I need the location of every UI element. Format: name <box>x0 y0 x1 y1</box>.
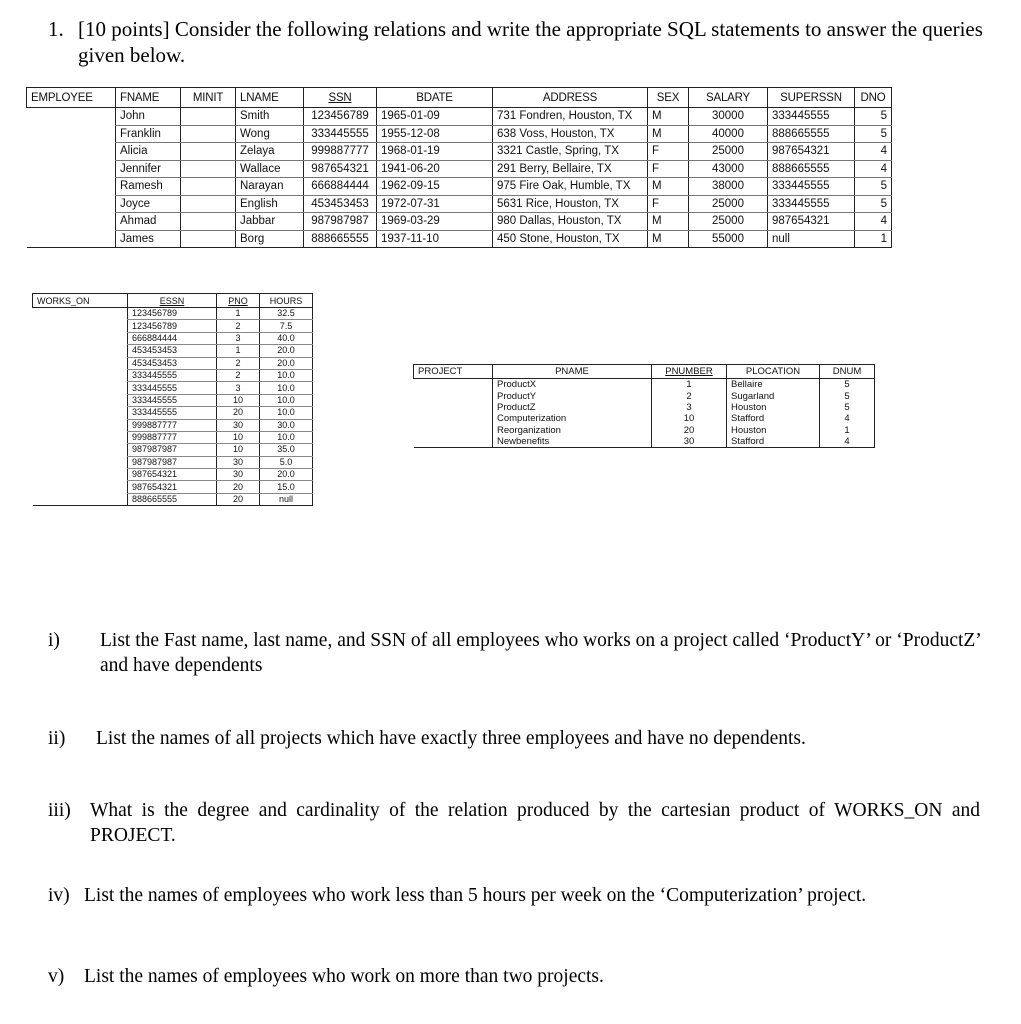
project-cell-pnumber: 30 <box>652 436 727 448</box>
employee-cell-superssn: 333445555 <box>768 178 855 196</box>
works-on-cell-pno: 20 <box>217 407 260 419</box>
project-cell-pnumber: 3 <box>652 402 727 413</box>
works-on-cell-pno: 10 <box>217 394 260 406</box>
employee-row <box>27 108 892 126</box>
works-on-cell-hours: 30.0 <box>260 419 313 431</box>
query-text: What is the degree and cardinality of the relation produced by the cartesian product of WORKS_ON and PROJECT. <box>90 800 980 846</box>
query-item <box>48 964 993 989</box>
employee-row <box>27 125 892 143</box>
employee-row-spacer <box>27 108 116 126</box>
employee-cell-address: 980 Dallas, Houston, TX <box>493 213 648 231</box>
employee-row <box>27 213 892 231</box>
employee-row-spacer <box>27 230 116 248</box>
works-on-row-spacer <box>33 382 128 394</box>
project-cell-pname: Computerization <box>493 413 652 424</box>
employee-cell-minit <box>181 213 236 231</box>
works-on-cell-pno: 30 <box>217 456 260 468</box>
works-on-col-pno: PNO <box>217 294 260 308</box>
project-row-spacer <box>414 413 493 424</box>
employee-col-fname: FNAME <box>116 88 181 108</box>
employee-cell-minit <box>181 108 236 126</box>
project-cell-plocation: Bellaire <box>727 379 820 391</box>
employee-cell-minit <box>181 160 236 178</box>
works-on-row <box>33 394 313 406</box>
works-on-cell-hours: 10.0 <box>260 382 313 394</box>
employee-row-spacer <box>27 143 116 161</box>
employee-cell-sex: M <box>648 178 689 196</box>
works-on-row-spacer <box>33 345 128 357</box>
project-col-pname: PNAME <box>493 365 652 379</box>
works-on-cell-hours: 7.5 <box>260 320 313 332</box>
employee-cell-fname: John <box>116 108 181 126</box>
employee-cell-superssn: 333445555 <box>768 195 855 213</box>
employee-cell-dno: 5 <box>855 195 892 213</box>
employee-cell-lname: Wallace <box>236 160 304 178</box>
employee-row-spacer <box>27 213 116 231</box>
employee-cell-ssn: 453453453 <box>304 195 377 213</box>
works-on-row <box>33 419 313 431</box>
query-label: v) <box>48 966 65 987</box>
works-on-cell-essn: 987987987 <box>128 456 217 468</box>
employee-cell-address: 731 Fondren, Houston, TX <box>493 108 648 126</box>
employee-cell-ssn: 666884444 <box>304 178 377 196</box>
works-on-row-spacer <box>33 308 128 320</box>
employee-cell-minit <box>181 143 236 161</box>
works-on-cell-pno: 2 <box>217 357 260 369</box>
works-on-body <box>33 308 313 506</box>
employee-cell-ssn: 888665555 <box>304 230 377 248</box>
works-on-row-spacer <box>33 332 128 344</box>
employee-cell-sex: F <box>648 195 689 213</box>
project-cell-plocation: Houston <box>727 402 820 413</box>
employee-cell-lname: Smith <box>236 108 304 126</box>
works-on-cell-pno: 20 <box>217 481 260 493</box>
works-on-row-spacer <box>33 419 128 431</box>
query-label: ii) <box>48 728 66 749</box>
employee-cell-fname: Franklin <box>116 125 181 143</box>
works-on-cell-pno: 3 <box>217 332 260 344</box>
works-on-row-spacer <box>33 320 128 332</box>
employee-cell-fname: Joyce <box>116 195 181 213</box>
employee-col-address: ADDRESS <box>493 88 648 108</box>
employee-cell-fname: Jennifer <box>116 160 181 178</box>
employee-row <box>27 143 892 161</box>
works-on-row-spacer <box>33 407 128 419</box>
project-cell-dnum: 5 <box>820 390 875 401</box>
employee-cell-fname: James <box>116 230 181 248</box>
project-cell-pnumber: 10 <box>652 413 727 424</box>
project-table <box>413 364 875 448</box>
employee-cell-dno: 4 <box>855 143 892 161</box>
employee-cell-salary: 40000 <box>689 125 768 143</box>
employee-cell-dno: 4 <box>855 160 892 178</box>
works-on-relation-name: WORKS_ON <box>33 294 128 308</box>
employee-cell-salary: 25000 <box>689 195 768 213</box>
employee-cell-sex: M <box>648 213 689 231</box>
employee-cell-bdate: 1972-07-31 <box>377 195 493 213</box>
question-header <box>48 16 988 68</box>
project-col-pnumber: PNUMBER <box>652 365 727 379</box>
employee-cell-superssn: 888665555 <box>768 160 855 178</box>
works-on-cell-hours: 20.0 <box>260 469 313 481</box>
works-on-cell-essn: 333445555 <box>128 394 217 406</box>
employee-cell-sex: F <box>648 143 689 161</box>
employee-col-salary: SALARY <box>689 88 768 108</box>
query-item <box>48 883 993 908</box>
query-label: iii) <box>48 800 71 821</box>
employee-cell-salary: 25000 <box>689 143 768 161</box>
works-on-row <box>33 431 313 443</box>
project-row-spacer <box>414 379 493 391</box>
employee-cell-superssn: 987654321 <box>768 143 855 161</box>
project-cell-dnum: 4 <box>820 413 875 424</box>
employee-cell-minit <box>181 195 236 213</box>
employee-cell-ssn: 987654321 <box>304 160 377 178</box>
project-row <box>414 402 875 413</box>
query-text: List the Fast name, last name, and SSN of all employees who works on a project called ‘ProductY’ or ‘ProductZ’ and have dependents <box>100 630 981 676</box>
project-row-spacer <box>414 390 493 401</box>
query-item <box>48 798 980 848</box>
works-on-row-spacer <box>33 456 128 468</box>
employee-cell-ssn: 999887777 <box>304 143 377 161</box>
project-row <box>414 379 875 391</box>
project-cell-pname: Reorganization <box>493 425 652 436</box>
works-on-cell-hours: 35.0 <box>260 444 313 456</box>
employee-cell-address: 450 Stone, Houston, TX <box>493 230 648 248</box>
employee-cell-minit <box>181 125 236 143</box>
query-label: i) <box>48 630 60 651</box>
works-on-row <box>33 444 313 456</box>
employee-table <box>26 87 892 248</box>
employee-cell-bdate: 1937-11-10 <box>377 230 493 248</box>
employee-cell-lname: Zelaya <box>236 143 304 161</box>
employee-cell-ssn: 123456789 <box>304 108 377 126</box>
works-on-row <box>33 382 313 394</box>
query-label: iv) <box>48 885 70 906</box>
employee-relation-name: EMPLOYEE <box>27 88 116 108</box>
project-cell-pname: ProductY <box>493 390 652 401</box>
employee-row <box>27 195 892 213</box>
question-number: 1. <box>48 17 64 41</box>
employee-col-bdate: BDATE <box>377 88 493 108</box>
project-relation-name: PROJECT <box>414 365 493 379</box>
works-on-cell-essn: 987654321 <box>128 481 217 493</box>
query-text: List the names of employees who work on more than two projects. <box>84 966 604 987</box>
project-cell-pname: ProductX <box>493 379 652 391</box>
works-on-cell-essn: 123456789 <box>128 308 217 320</box>
project-cell-plocation: Houston <box>727 425 820 436</box>
works-on-cell-essn: 333445555 <box>128 407 217 419</box>
employee-body <box>27 108 892 248</box>
employee-row <box>27 230 892 248</box>
employee-cell-bdate: 1962-09-15 <box>377 178 493 196</box>
employee-col-ssn: SSN <box>304 88 377 108</box>
project-cell-pname: ProductZ <box>493 402 652 413</box>
works-on-row <box>33 345 313 357</box>
employee-cell-lname: Borg <box>236 230 304 248</box>
employee-cell-bdate: 1968-01-19 <box>377 143 493 161</box>
works-on-row <box>33 369 313 381</box>
works-on-cell-hours: 32.5 <box>260 308 313 320</box>
employee-cell-lname: Narayan <box>236 178 304 196</box>
project-cell-plocation: Stafford <box>727 413 820 424</box>
works-on-row-spacer <box>33 481 128 493</box>
project-row <box>414 436 875 448</box>
works-on-row <box>33 320 313 332</box>
project-cell-plocation: Stafford <box>727 436 820 448</box>
employee-cell-fname: Alicia <box>116 143 181 161</box>
works-on-row <box>33 407 313 419</box>
employee-cell-sex: M <box>648 125 689 143</box>
employee-cell-dno: 5 <box>855 178 892 196</box>
works-on-cell-pno: 10 <box>217 444 260 456</box>
works-on-cell-pno: 10 <box>217 431 260 443</box>
works-on-cell-pno: 30 <box>217 469 260 481</box>
works-on-cell-hours: 10.0 <box>260 394 313 406</box>
query-text: List the names of all projects which have exactly three employees and have no dependents. <box>96 728 806 749</box>
works-on-row-spacer <box>33 357 128 369</box>
works-on-cell-essn: 333445555 <box>128 369 217 381</box>
employee-cell-bdate: 1955-12-08 <box>377 125 493 143</box>
works-on-cell-hours: 40.0 <box>260 332 313 344</box>
project-cell-pname: Newbenefits <box>493 436 652 448</box>
question-text: [10 points] Consider the following relations and write the appropriate SQL statements to answer the queries given below. <box>78 17 983 67</box>
employee-cell-sex: M <box>648 230 689 248</box>
works-on-row <box>33 481 313 493</box>
employee-cell-dno: 5 <box>855 125 892 143</box>
employee-cell-bdate: 1969-03-29 <box>377 213 493 231</box>
employee-cell-dno: 1 <box>855 230 892 248</box>
works-on-cell-pno: 30 <box>217 419 260 431</box>
works-on-cell-hours: 10.0 <box>260 431 313 443</box>
project-row <box>414 413 875 424</box>
employee-cell-minit <box>181 230 236 248</box>
project-cell-dnum: 1 <box>820 425 875 436</box>
employee-row-spacer <box>27 195 116 213</box>
project-row <box>414 425 875 436</box>
works-on-cell-essn: 666884444 <box>128 332 217 344</box>
works-on-cell-essn: 888665555 <box>128 493 217 505</box>
employee-cell-address: 975 Fire Oak, Humble, TX <box>493 178 648 196</box>
works-on-cell-pno: 3 <box>217 382 260 394</box>
employee-cell-sex: M <box>648 108 689 126</box>
works-on-cell-hours: 20.0 <box>260 357 313 369</box>
works-on-cell-essn: 123456789 <box>128 320 217 332</box>
query-text: List the names of employees who work less than 5 hours per week on the ‘Computerization’ project. <box>84 885 867 906</box>
works-on-cell-pno: 20 <box>217 493 260 505</box>
works-on-row <box>33 332 313 344</box>
works-on-cell-essn: 453453453 <box>128 345 217 357</box>
employee-row-spacer <box>27 178 116 196</box>
employee-col-sex: SEX <box>648 88 689 108</box>
works-on-cell-essn: 987987987 <box>128 444 217 456</box>
employee-cell-minit <box>181 178 236 196</box>
employee-cell-address: 5631 Rice, Houston, TX <box>493 195 648 213</box>
employee-cell-superssn: 333445555 <box>768 108 855 126</box>
employee-cell-superssn: 987654321 <box>768 213 855 231</box>
works-on-row <box>33 469 313 481</box>
employee-cell-dno: 5 <box>855 108 892 126</box>
employee-cell-superssn: 888665555 <box>768 125 855 143</box>
employee-cell-superssn: null <box>768 230 855 248</box>
project-col-dnum: DNUM <box>820 365 875 379</box>
project-body <box>414 379 875 448</box>
employee-cell-sex: F <box>648 160 689 178</box>
employee-cell-salary: 55000 <box>689 230 768 248</box>
works-on-cell-hours: 15.0 <box>260 481 313 493</box>
works-on-row-spacer <box>33 369 128 381</box>
employee-cell-address: 3321 Castle, Spring, TX <box>493 143 648 161</box>
works-on-cell-pno: 2 <box>217 320 260 332</box>
works-on-cell-pno: 2 <box>217 369 260 381</box>
query-item <box>48 628 993 678</box>
employee-col-minit: MINIT <box>181 88 236 108</box>
employee-cell-dno: 4 <box>855 213 892 231</box>
works-on-row-spacer <box>33 394 128 406</box>
employee-row <box>27 160 892 178</box>
works-on-cell-essn: 999887777 <box>128 431 217 443</box>
project-cell-pnumber: 2 <box>652 390 727 401</box>
employee-cell-address: 638 Voss, Houston, TX <box>493 125 648 143</box>
project-cell-dnum: 5 <box>820 379 875 391</box>
employee-col-dno: DNO <box>855 88 892 108</box>
project-row-spacer <box>414 425 493 436</box>
works-on-cell-essn: 333445555 <box>128 382 217 394</box>
works-on-col-essn: ESSN <box>128 294 217 308</box>
works-on-cell-pno: 1 <box>217 345 260 357</box>
works-on-cell-essn: 453453453 <box>128 357 217 369</box>
employee-cell-fname: Ramesh <box>116 178 181 196</box>
project-header-row <box>414 365 875 379</box>
works-on-row-spacer <box>33 431 128 443</box>
project-cell-dnum: 5 <box>820 402 875 413</box>
employee-cell-salary: 38000 <box>689 178 768 196</box>
works-on-table <box>32 293 313 506</box>
works-on-cell-pno: 1 <box>217 308 260 320</box>
project-cell-pnumber: 20 <box>652 425 727 436</box>
project-row <box>414 390 875 401</box>
works-on-cell-hours: 20.0 <box>260 345 313 357</box>
works-on-header-row <box>33 294 313 308</box>
project-row-spacer <box>414 402 493 413</box>
works-on-row <box>33 456 313 468</box>
employee-row <box>27 178 892 196</box>
works-on-row <box>33 357 313 369</box>
employee-cell-salary: 25000 <box>689 213 768 231</box>
works-on-row-spacer <box>33 469 128 481</box>
works-on-row-spacer <box>33 493 128 505</box>
works-on-col-hours: HOURS <box>260 294 313 308</box>
works-on-row-spacer <box>33 444 128 456</box>
employee-header-row <box>27 88 892 108</box>
project-cell-plocation: Sugarland <box>727 390 820 401</box>
project-col-plocation: PLOCATION <box>727 365 820 379</box>
employee-cell-bdate: 1941-06-20 <box>377 160 493 178</box>
works-on-cell-hours: 10.0 <box>260 369 313 381</box>
project-row-spacer <box>414 436 493 448</box>
employee-cell-ssn: 987987987 <box>304 213 377 231</box>
employee-cell-lname: Jabbar <box>236 213 304 231</box>
employee-cell-ssn: 333445555 <box>304 125 377 143</box>
employee-cell-salary: 30000 <box>689 108 768 126</box>
employee-col-superssn: SUPERSSN <box>768 88 855 108</box>
works-on-cell-essn: 987654321 <box>128 469 217 481</box>
project-cell-dnum: 4 <box>820 436 875 448</box>
query-item <box>48 726 993 751</box>
works-on-cell-hours: null <box>260 493 313 505</box>
employee-cell-fname: Ahmad <box>116 213 181 231</box>
works-on-cell-essn: 999887777 <box>128 419 217 431</box>
works-on-row <box>33 308 313 320</box>
works-on-row <box>33 493 313 505</box>
employee-cell-lname: Wong <box>236 125 304 143</box>
employee-cell-address: 291 Berry, Bellaire, TX <box>493 160 648 178</box>
employee-row-spacer <box>27 160 116 178</box>
project-cell-pnumber: 1 <box>652 379 727 391</box>
employee-cell-lname: English <box>236 195 304 213</box>
employee-cell-salary: 43000 <box>689 160 768 178</box>
employee-col-lname: LNAME <box>236 88 304 108</box>
works-on-cell-hours: 5.0 <box>260 456 313 468</box>
employee-row-spacer <box>27 125 116 143</box>
employee-cell-bdate: 1965-01-09 <box>377 108 493 126</box>
works-on-cell-hours: 10.0 <box>260 407 313 419</box>
